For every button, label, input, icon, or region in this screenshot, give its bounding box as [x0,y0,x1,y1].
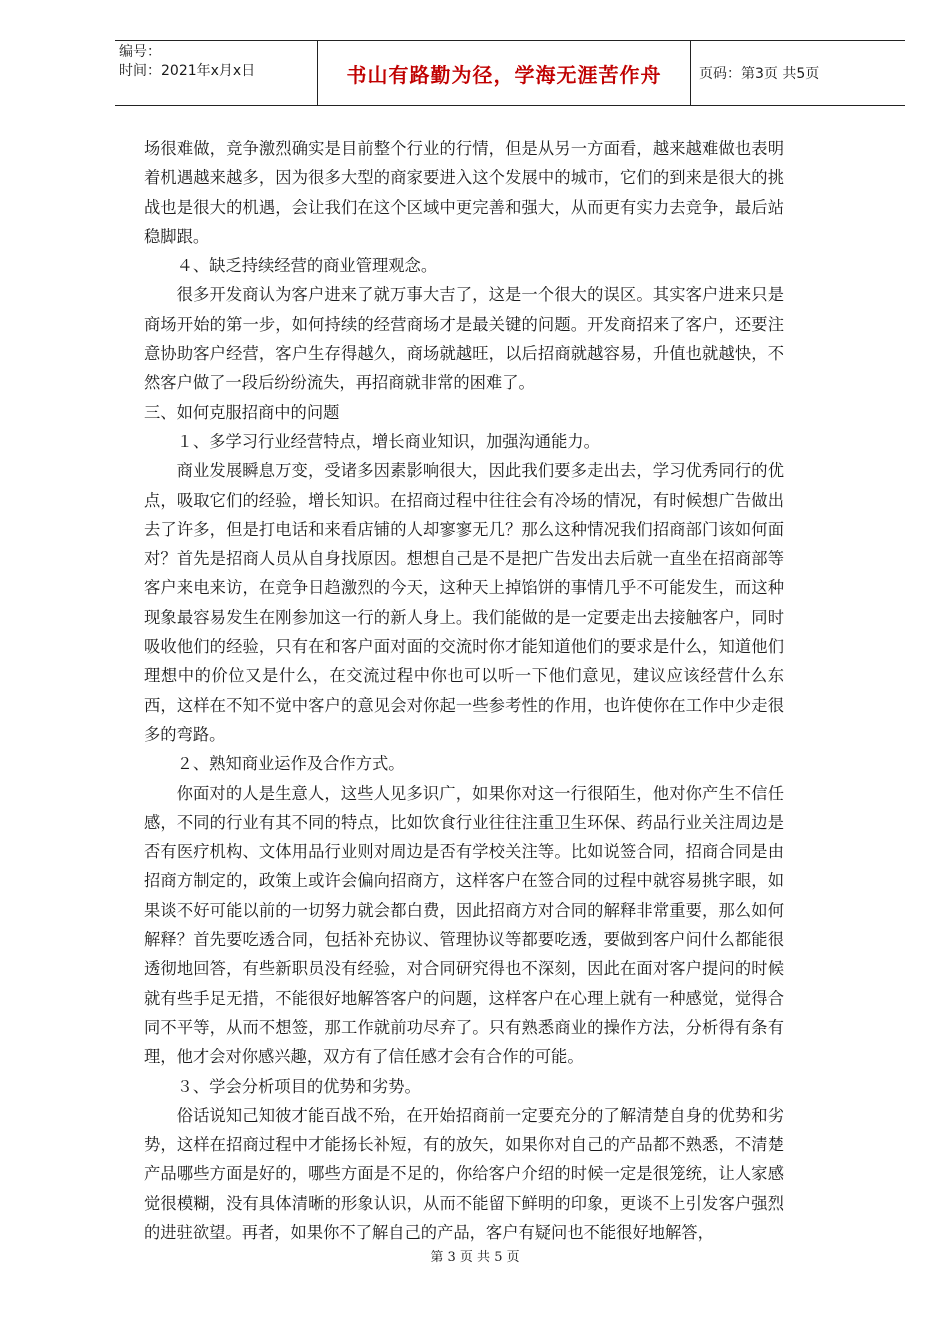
header-motto: 书山有路勤为径，学海无涯苦作舟 [317,41,691,105]
section-heading: 三、如何克服招商中的问题 [144,402,340,422]
paragraph: 俗话说知己知彼才能百战不殆，在开始招商前一定要充分的了解清楚自身的优势和劣势，这样在招商过程中才能扬长补短，有的放矢，如果你对自己的产品都不熟悉，不清楚产品哪些方面是好的，哪些方面是不足的，你给客户介绍的时候一定是很笼统，让人家感觉很模糊，没有具体清晰的形象认识，从而不能留下鲜明的印象，更谈不上引发客户强烈的进驻欲望。再者，如果你不了解自己的产品，客户有疑问也不能很好地解答， [144,1105,784,1242]
date-label: 时间：2021年x月x日 [119,63,256,79]
document-body [144,134,784,1247]
code-label: 编号： [119,44,161,60]
section-heading: １、多学习行业经营特点，增长商业知识，加强沟通能力。 [176,431,600,451]
section-heading: ２、熟知商业运作及合作方式。 [176,754,405,774]
paragraph: 场很难做，竞争激烈确实是目前整个行业的行情，但是从另一方面看，越来越难做也表明着机遇越来越多，因为很多大型的商家要进入这个发展中的城市，它们的到来是很大的挑战也是很大的机遇，会让我们在这个区域中更完善和强大，从而更有实力去竞争，最后站稳脚跟。 [144,139,784,246]
paragraph: 你面对的人是生意人，这些人见多识广，如果你对这一行很陌生，他对你产生不信任感，不同的行业有其不同的特点，比如饮食行业往往注重卫生环保、药品行业关注周边是否有医疗机构、文体用品行业则对周边是否有学校关注等。比如说签合同，招商合同是由招商方制定的，政策上或许会偏向招商方，这样客户在签合同的过程中就容易挑字眼，如果谈不好可能以前的一切努力就会都白费，因此招商方对合同的解释非常重要，那么如何解释？首先要吃透合同，包括补充协议、管理协议等都要吃透，要做到客户问什么都能很透彻地回答，有些新职员没有经验，对合同研究得也不深刻，因此在面对客户提问的时候就有些手足无措，不能很好地解答客户的问题，这样客户在心理上就有一种感觉，觉得合同不平等，从而不想签，那工作就前功尽弃了。只有熟悉商业的操作方法，分析得有条有理，他才会对你感兴趣，双方有了信任感才会有合作的可能。 [144,783,784,1067]
paragraph: 很多开发商认为客户进来了就万事大吉了，这是一个很大的误区。其实客户进来只是商场开始的第一步，如何持续的经营商场才是最关键的问题。开发商招来了客户，还要注意协助客户经营，客户生存得越久，商场就越旺，以后招商就越容易，升值也就越快，不然客户做了一段后纷纷流失，再招商就非常的困难了。 [144,285,784,393]
section-heading: ３、学会分析项目的优势和劣势。 [176,1076,421,1096]
paragraph: 商业发展瞬息万变，受诸多因素影响很大，因此我们要多走出去，学习优秀同行的优点，吸取它们的经验，增长知识。在招商过程中往往会有冷场的情况，有时候想广告做出去了许多，但是打电话和来看店铺的人却寥寥无几？那么这种情况我们招商部门该如何面对？首先是招商人员从自身找原因。想想自己是不是把广告发出去后就一直坐在招商部等客户来电来访，在竞争日趋激烈的今天，这种天上掉馅饼的事情几乎不可能发生，而这种现象最容易发生在刚参加这一行的新人身上。我们能做的是一定要走出去接触客户，同时吸收他们的经验，只有在和客户面对面的交流时你才能知道他们的要求是什么，知道他们理想中的价位又是什么，在交流过程中你也可以听一下他们意见，建议应该经营什么东西，这样在不知不觉中客户的意见会对你起一些参考性的作用，也许使你在工作中少走很多的弯路。 [144,461,784,744]
header-page-label: 页码：第3页 共5页 [699,66,820,82]
page-header [115,40,905,106]
section-heading: ４、缺乏持续经营的商业管理观念。 [176,256,438,276]
header-meta [115,41,317,105]
page-footer: 第 3 页 共 5 页 [430,1250,520,1265]
